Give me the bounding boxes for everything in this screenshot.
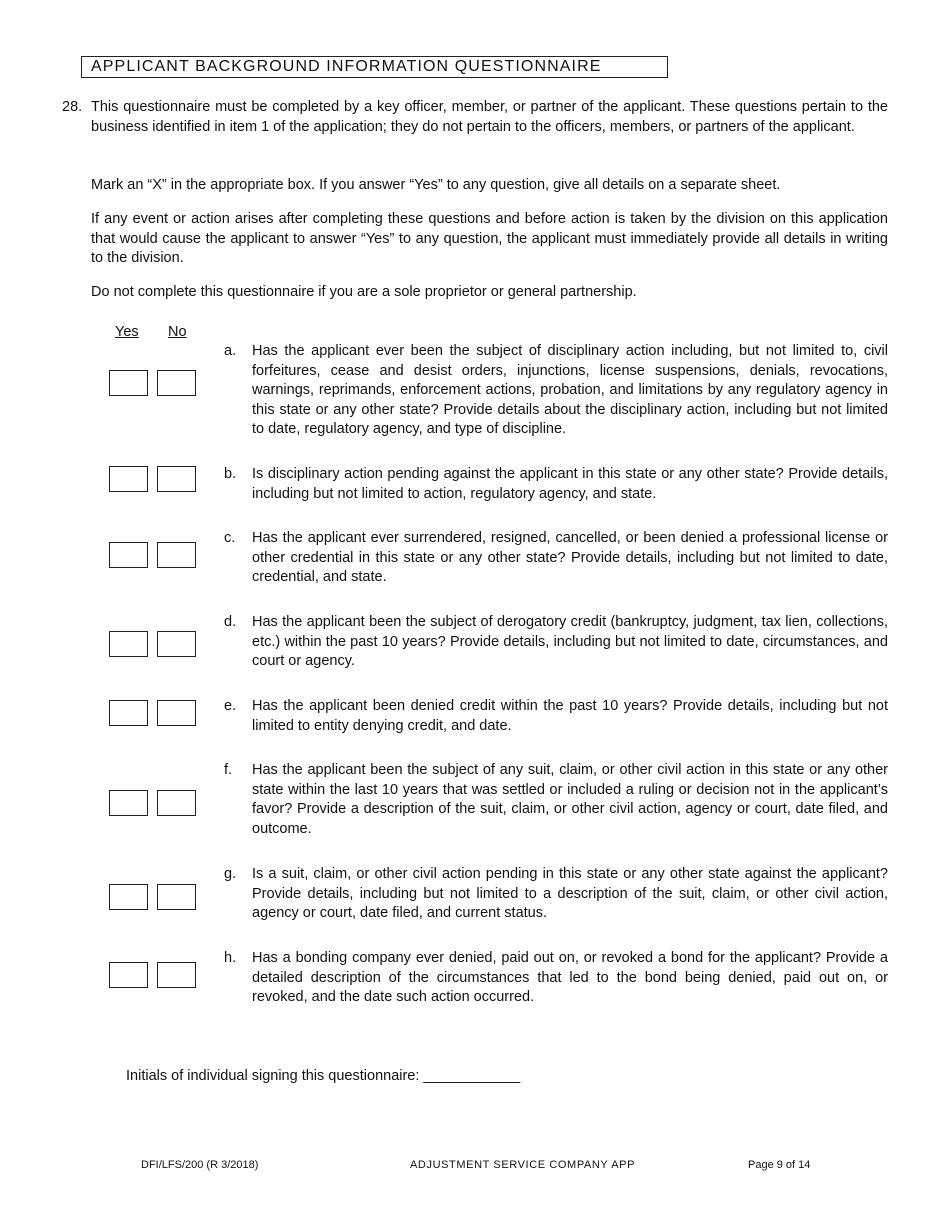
item-h-no-checkbox[interactable] bbox=[157, 962, 196, 988]
item-b-yes-checkbox[interactable] bbox=[109, 466, 148, 492]
item-f-yes-checkbox[interactable] bbox=[109, 790, 148, 816]
item-e-no-checkbox[interactable] bbox=[157, 700, 196, 726]
item-e-yes-checkbox[interactable] bbox=[109, 700, 148, 726]
item-c-no-checkbox[interactable] bbox=[157, 542, 196, 568]
item-g-no-checkbox[interactable] bbox=[157, 884, 196, 910]
no-column-header: No bbox=[168, 324, 187, 340]
item-b-question: Is disciplinary action pending against the applicant in this state or any other state? Provide details, including but not limited to action, regulatory agency, and state. bbox=[252, 466, 888, 502]
footer-form-id: DFI/LFS/200 (R 3/2018) bbox=[141, 1159, 259, 1171]
exclusion-paragraph: Do not complete this questionnaire if you are a sole proprietor or general partnership. bbox=[91, 284, 637, 300]
item-d-no-checkbox[interactable] bbox=[157, 631, 196, 657]
yes-column-header: Yes bbox=[115, 324, 139, 340]
item-c-question: Has the applicant ever surrendered, resigned, cancelled, or been denied a professional license or other credential in this state or any other state? Provide details, including but not limited to date, credential, and state. bbox=[252, 530, 888, 586]
initials-field[interactable]: Initials of individual signing this questionnaire: ____________ bbox=[126, 1068, 521, 1084]
intro-paragraph: This questionnaire must be completed by a key officer, member, or partner of the applicant. These questions pertain to the business identified in item 1 of the application; they do not pertain to the officers, members, or partners of the applicant. bbox=[91, 99, 888, 135]
reporting-paragraph: If any event or action arises after completing these questions and before action is taken by the division on this application that would cause the applicant to answer “Yes” to any question, the applicant must immediately provide all details in writing to the division. bbox=[91, 211, 888, 267]
item-f-no-checkbox[interactable] bbox=[157, 790, 196, 816]
footer-page-number: Page 9 of 14 bbox=[748, 1159, 811, 1171]
item-c-yes-checkbox[interactable] bbox=[109, 542, 148, 568]
item-a-yes-checkbox[interactable] bbox=[109, 370, 148, 396]
item-d-question: Has the applicant been the subject of derogatory credit (bankruptcy, judgment, tax lien, collections, etc.) within the past 10 years? Provide details, including but not limited to date, circumstances, and court or agency. bbox=[252, 614, 888, 670]
form-title: APPLICANT BACKGROUND INFORMATION QUESTIONNAIRE bbox=[81, 56, 668, 78]
item-c-letter: c. bbox=[224, 530, 236, 546]
item-f-letter: f. bbox=[224, 762, 233, 778]
item-e-letter: e. bbox=[224, 698, 237, 714]
item-b-no-checkbox[interactable] bbox=[157, 466, 196, 492]
item-f-question: Has the applicant been the subject of any suit, claim, or other civil action in this state or any other state within the last 10 years that was settled or included a ruling or decision not in the applicant’s favor? Provide a description of the suit, claim, or other civil action, agency or court, date filed, and outcome. bbox=[252, 762, 888, 837]
item-a-letter: a. bbox=[224, 343, 237, 359]
item-a-question: Has the applicant ever been the subject of disciplinary action including, but not limited to, civil forfeitures, cease and desist orders, injunctions, license suspensions, denials, revocations, warnings, reprimands, enforcement actions, probation, and limitations by any regulatory agency in this state or any other state? Provide details about the disciplinary action, including but not limited to date, regulatory agency, and type of discipline. bbox=[252, 343, 888, 438]
item-h-question: Has a bonding company ever denied, paid out on, or revoked a bond for the applicant? Provide a detailed description of the circumstances that led to the bond being denied, paid out on, or revoked, and the date such action occurred. bbox=[252, 950, 888, 1006]
item-d-letter: d. bbox=[224, 614, 237, 630]
instructions-paragraph: Mark an “X” in the appropriate box. If you answer “Yes” to any question, give all details on a separate sheet. bbox=[91, 177, 781, 193]
footer-form-name: ADJUSTMENT SERVICE COMPANY APP bbox=[410, 1159, 636, 1171]
item-e-question: Has the applicant been denied credit within the past 10 years? Provide details, including but not limited to entity denying credit, and date. bbox=[252, 698, 888, 734]
question-number: 28. bbox=[62, 99, 83, 115]
item-g-yes-checkbox[interactable] bbox=[109, 884, 148, 910]
item-b-letter: b. bbox=[224, 466, 237, 482]
item-g-letter: g. bbox=[224, 866, 237, 882]
item-g-question: Is a suit, claim, or other civil action pending in this state or any other state against the applicant? Provide details, including but not limited to a description of the suit, claim, or other civil action, agency or court, date filed, and current status. bbox=[252, 866, 888, 922]
item-h-yes-checkbox[interactable] bbox=[109, 962, 148, 988]
item-d-yes-checkbox[interactable] bbox=[109, 631, 148, 657]
item-a-no-checkbox[interactable] bbox=[157, 370, 196, 396]
item-h-letter: h. bbox=[224, 950, 237, 966]
